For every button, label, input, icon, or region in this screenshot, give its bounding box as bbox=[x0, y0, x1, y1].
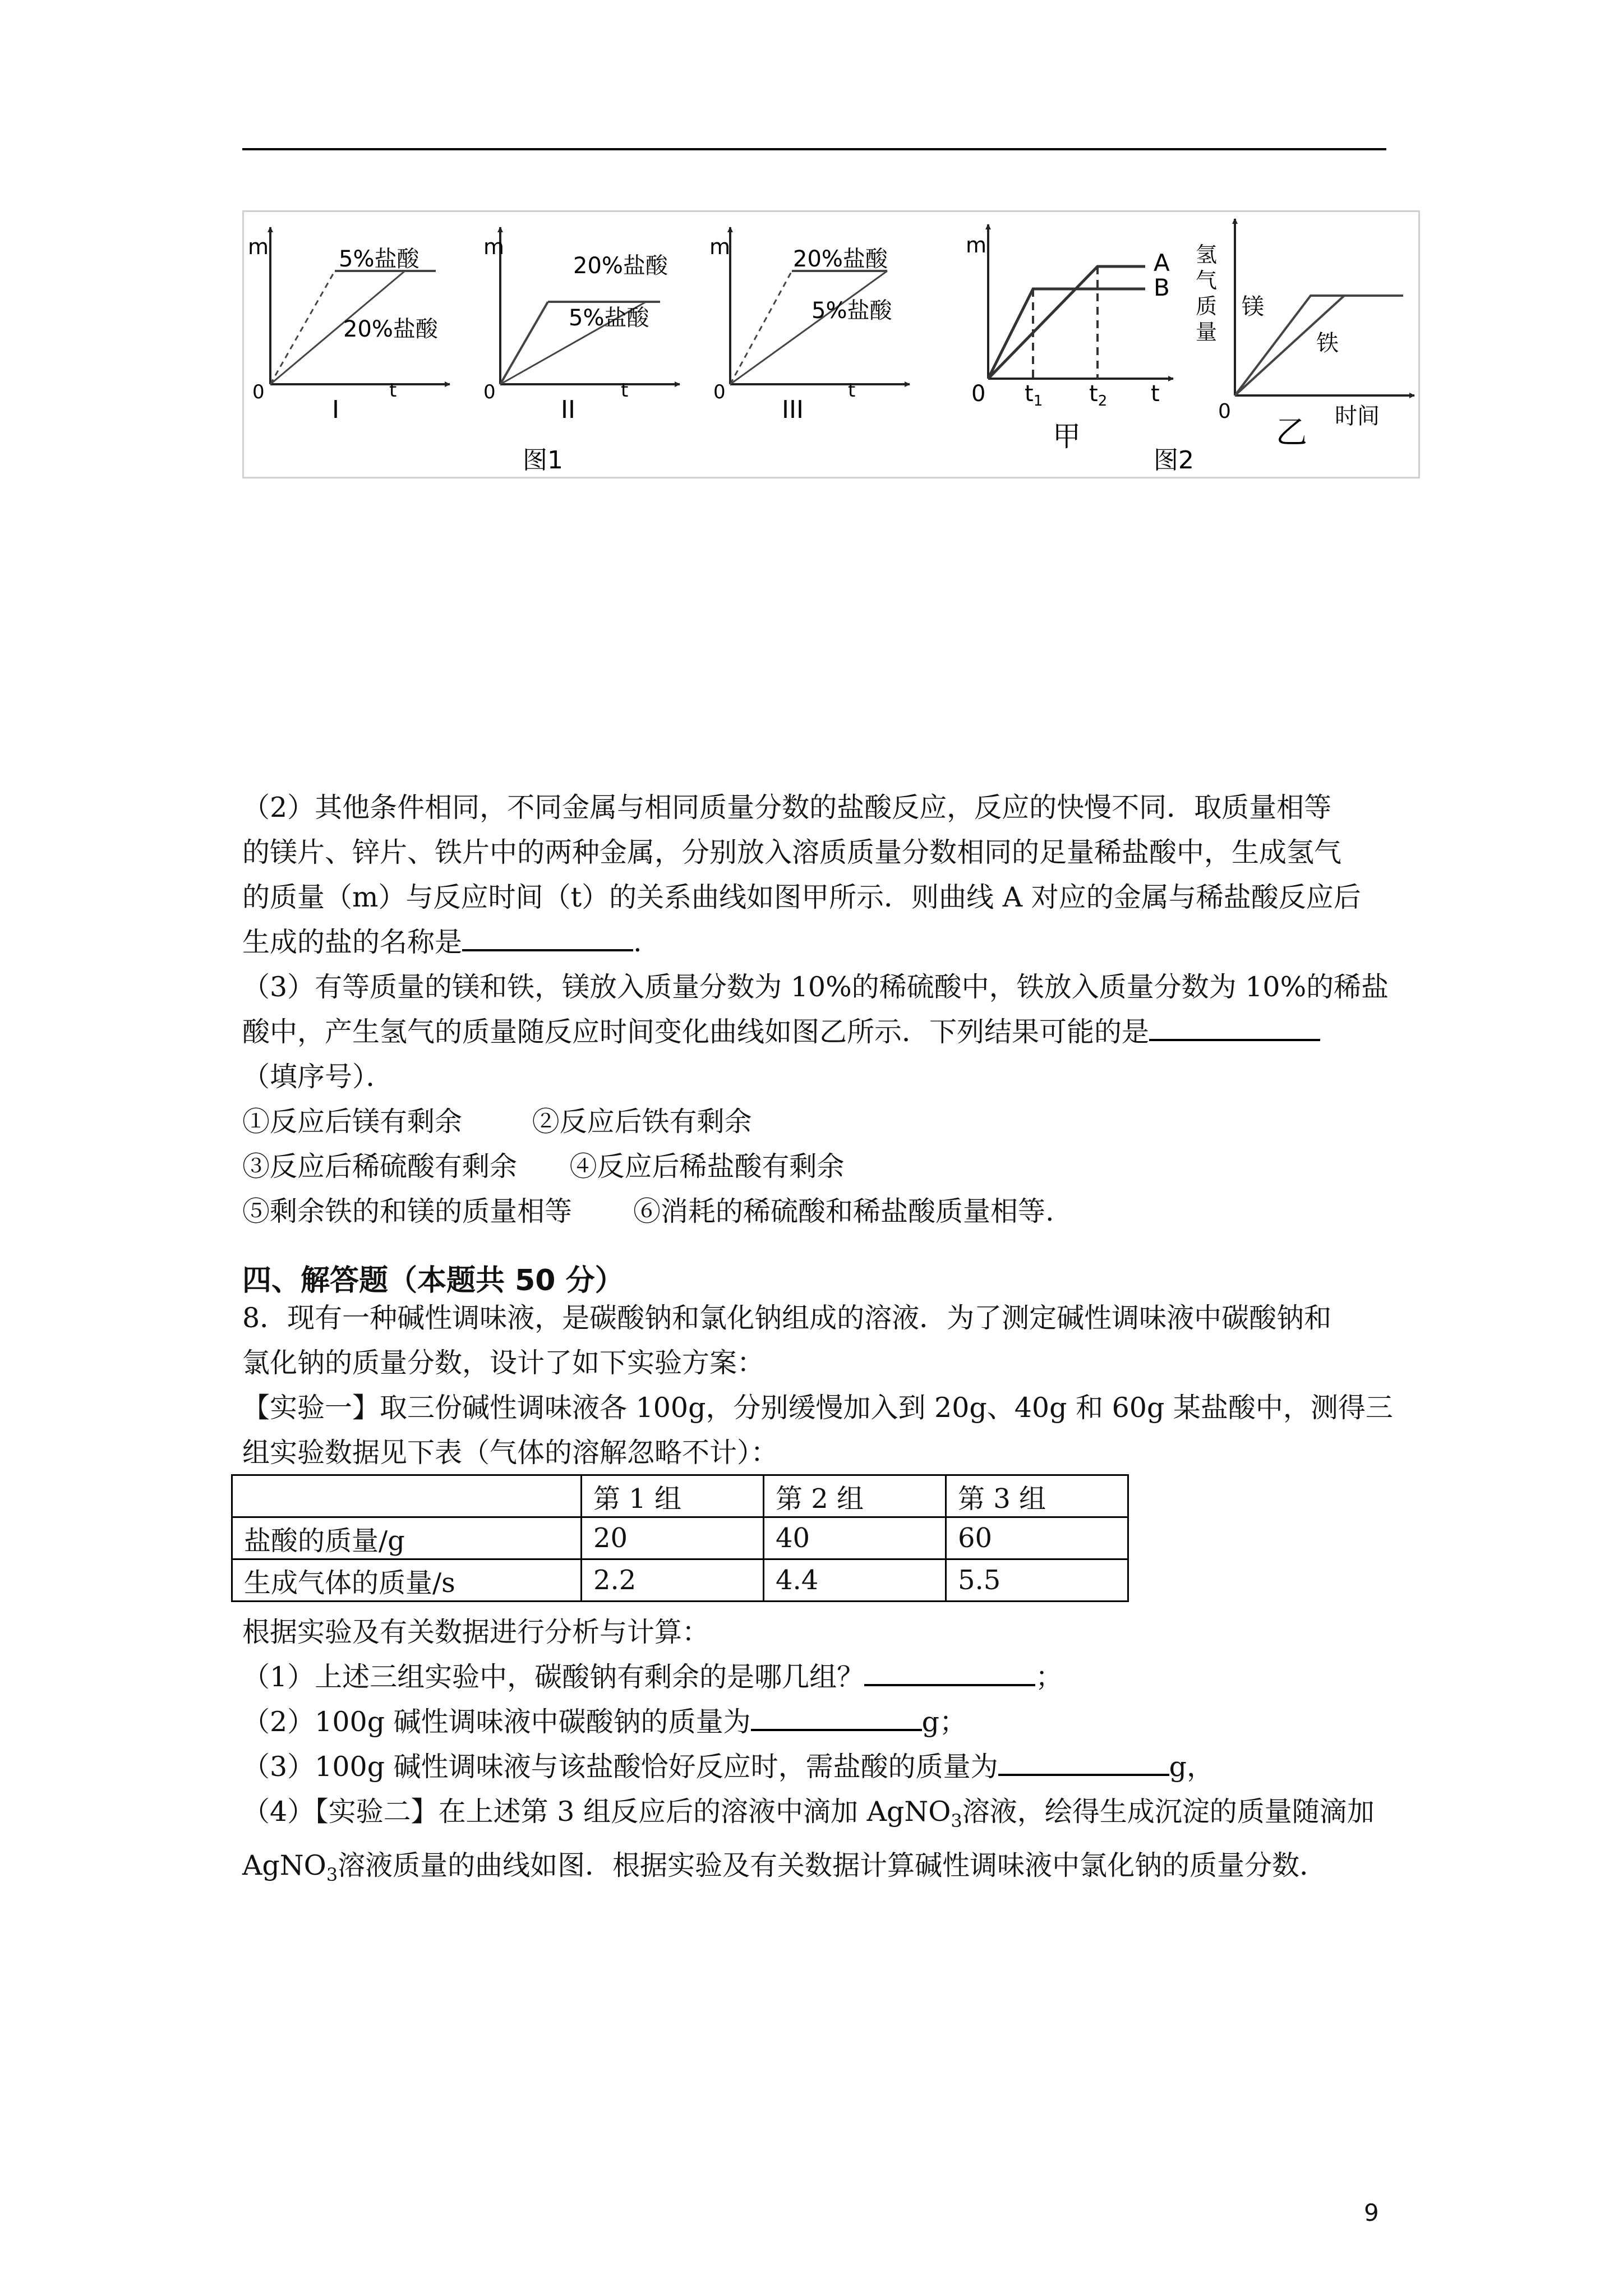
analysis-part-2 bbox=[242, 1700, 1398, 1745]
graph-jia bbox=[966, 224, 1173, 453]
question-8-intro bbox=[242, 1296, 1398, 1475]
table-header-cell: 第 3 组 bbox=[946, 1475, 1128, 1517]
analysis-part-4-text-b: 溶液，绘得生成沉淀的质量随滴加 bbox=[962, 1796, 1375, 1828]
graph-2 bbox=[483, 227, 680, 424]
jia-t2: $t_2$ bbox=[1089, 381, 1108, 409]
q2-line-4-text: 生成的盐的名称是 bbox=[242, 926, 463, 958]
fig2-caption: 图2 bbox=[1154, 446, 1194, 475]
table-cell: 60 bbox=[946, 1517, 1128, 1559]
q2-line-4-end: . bbox=[633, 926, 642, 958]
experiment-data-table bbox=[231, 1474, 1129, 1602]
graph-1-label-lower: 20%盐酸 bbox=[343, 316, 438, 342]
figure-svg bbox=[242, 210, 1420, 480]
graph-3 bbox=[709, 227, 910, 424]
jia-label-b: B bbox=[1154, 274, 1170, 301]
jia-curve-a bbox=[988, 266, 1145, 379]
analysis-block bbox=[242, 1610, 1398, 1897]
jia-label-a: A bbox=[1154, 249, 1170, 277]
q2-line-2: 的镁片、锌片、铁片中的两种金属，分别放入溶质质量分数相同的足量稀盐酸中，生成氢气 bbox=[242, 836, 1342, 868]
jia-axis-t: t bbox=[1151, 381, 1160, 407]
graph-2-origin: 0 bbox=[483, 381, 496, 403]
part-1-answer-blank[interactable] bbox=[864, 1683, 1035, 1686]
yi-x-label: 时间 bbox=[1335, 403, 1380, 429]
table-header-cell: 第 2 组 bbox=[764, 1475, 946, 1517]
q3-line-3: （填序号）． bbox=[242, 1061, 394, 1093]
graph-3-axis-t: t bbox=[848, 379, 856, 402]
graph-yi bbox=[1196, 219, 1414, 451]
graph-3-label-lower: 5%盐酸 bbox=[811, 298, 892, 324]
analysis-part-2-end: g； bbox=[921, 1706, 967, 1738]
table-row bbox=[232, 1517, 1128, 1559]
analysis-part-1-end: ； bbox=[1035, 1661, 1063, 1693]
fig1-caption: 图1 bbox=[523, 446, 563, 475]
yi-label-fe: 铁 bbox=[1316, 330, 1339, 356]
graph-1-dashed-line bbox=[270, 271, 335, 384]
analysis-part-3-end: g， bbox=[1169, 1751, 1215, 1783]
graph-2-axis-t: t bbox=[621, 379, 629, 402]
q2-line-4 bbox=[242, 920, 1398, 965]
graph-1-roman: I bbox=[332, 395, 339, 424]
question-3 bbox=[242, 965, 1398, 1234]
q2-answer-blank[interactable] bbox=[462, 949, 633, 951]
part-3-answer-blank[interactable] bbox=[998, 1773, 1169, 1776]
graph-1-axis-t: t bbox=[389, 379, 397, 402]
table-cell: 40 bbox=[764, 1517, 946, 1559]
graph-2-label-lower: 5%盐酸 bbox=[569, 305, 649, 331]
analysis-part-1-text: （1）上述三组实验中，碳酸钠有剩余的是哪几组？ bbox=[242, 1661, 865, 1693]
graph-1-origin: 0 bbox=[252, 381, 265, 403]
jia-curve-b bbox=[988, 289, 1145, 379]
graph-1 bbox=[248, 227, 450, 424]
graph-3-axis-m: m bbox=[709, 234, 731, 259]
jia-label: 甲 bbox=[1053, 420, 1081, 453]
graph-2-axis-m: m bbox=[483, 234, 505, 259]
q3-line-2 bbox=[242, 1010, 1398, 1055]
q8-line-3: 【实验一】取三份碱性调味液各 100g，分别缓慢加入到 20g、40g 和 60g 某盐酸中，测得三 bbox=[242, 1392, 1393, 1424]
agno3-subscript: 3 bbox=[326, 1864, 338, 1885]
question-2 bbox=[242, 785, 1398, 965]
q3-answer-blank[interactable] bbox=[1149, 1038, 1320, 1041]
analysis-part-4-text-d: 溶液质量的曲线如图．根据实验及有关数据计算碱性调味液中氯化钠的质量分数． bbox=[338, 1849, 1327, 1881]
q3-line-1: （3）有等质量的镁和铁，镁放入质量分数为 10%的稀硫酸中，铁放入质量分数为 10%的稀盐 bbox=[242, 971, 1389, 1003]
graph-2-roman: II bbox=[561, 395, 575, 424]
graph-3-roman: III bbox=[782, 395, 804, 424]
reaction-figures bbox=[242, 210, 1420, 480]
q8-line-4: 组实验数据见下表（气体的溶解忽略不计）： bbox=[242, 1437, 778, 1469]
table-cell: 盐酸的质量/g bbox=[232, 1517, 582, 1559]
analysis-part-3-text: （3）100g 碱性调味液与该盐酸恰好反应时，需盐酸的质量为 bbox=[242, 1751, 998, 1783]
q3-option-row-2: ③反应后稀硫酸有剩余 ④反应后稀盐酸有剩余 bbox=[242, 1151, 845, 1182]
table-cell: 生成气体的质量/s bbox=[232, 1559, 582, 1602]
yi-label: 乙 bbox=[1276, 415, 1307, 451]
table-cell: 2.2 bbox=[582, 1559, 764, 1602]
jia-t1: $t_1$ bbox=[1025, 381, 1043, 409]
q3-line-2-text: 酸中，产生氢气的质量随反应时间变化曲线如图乙所示．下列结果可能的是 bbox=[242, 1016, 1150, 1048]
analysis-part-2-text: （2）100g 碱性调味液中碳酸钠的质量为 bbox=[242, 1706, 751, 1738]
analysis-part-4-line-2 bbox=[242, 1843, 1398, 1897]
analysis-part-4-text-c: AgNO bbox=[242, 1849, 326, 1881]
table-header-row bbox=[232, 1475, 1128, 1517]
q8-line-2: 氯化钠的质量分数，设计了如下实验方案： bbox=[242, 1347, 765, 1379]
q3-options bbox=[242, 1099, 1398, 1234]
yi-y-char-2: 气 bbox=[1196, 268, 1218, 293]
graph-1-axis-m: m bbox=[248, 234, 269, 259]
yi-origin: 0 bbox=[1218, 400, 1231, 423]
top-rule bbox=[242, 148, 1386, 150]
part-2-answer-blank[interactable] bbox=[751, 1728, 922, 1731]
graph-3-origin: 0 bbox=[713, 381, 726, 403]
graph-3-label-upper: 20%盐酸 bbox=[793, 246, 888, 272]
page-number: 9 bbox=[1364, 2199, 1379, 2226]
analysis-part-4-line-1 bbox=[242, 1789, 1398, 1843]
table-cell: 20 bbox=[582, 1517, 764, 1559]
jia-origin: 0 bbox=[971, 381, 986, 407]
q2-line-1: （2）其他条件相同，不同金属与相同质量分数的盐酸反应，反应的快慢不同．取质量相等 bbox=[242, 792, 1332, 823]
q3-option-row-3: ⑤剩余铁的和镁的质量相等 ⑥消耗的稀硫酸和稀盐酸质量相等. bbox=[242, 1195, 1054, 1227]
agno3-subscript: 3 bbox=[951, 1810, 962, 1832]
graph-2-label-upper: 20%盐酸 bbox=[573, 253, 668, 279]
yi-label-mg: 镁 bbox=[1242, 294, 1264, 320]
analysis-intro: 根据实验及有关数据进行分析与计算： bbox=[242, 1616, 710, 1648]
analysis-part-1 bbox=[242, 1655, 1398, 1700]
yi-y-char-1: 氢 bbox=[1196, 242, 1218, 267]
table-header-cell bbox=[232, 1475, 582, 1517]
q3-option-row-1: ①反应后镁有剩余 ②反应后铁有剩余 bbox=[242, 1106, 752, 1138]
yi-y-char-3: 质 bbox=[1196, 294, 1218, 319]
analysis-part-4-text-a: （4）【实验二】在上述第 3 组反应后的溶液中滴加 AgNO bbox=[242, 1796, 951, 1828]
table-cell: 4.4 bbox=[764, 1559, 946, 1602]
q8-line-1: 8．现有一种碱性调味液，是碳酸钠和氯化钠组成的溶液．为了测定碱性调味液中碳酸钠和 bbox=[242, 1302, 1332, 1334]
yi-y-char-4: 量 bbox=[1196, 320, 1218, 344]
table-row bbox=[232, 1559, 1128, 1602]
analysis-part-3 bbox=[242, 1745, 1398, 1789]
table-header-cell: 第 1 组 bbox=[582, 1475, 764, 1517]
jia-axis-m: m bbox=[966, 233, 987, 257]
table-cell: 5.5 bbox=[946, 1559, 1128, 1602]
graph-1-label-upper: 5%盐酸 bbox=[339, 246, 419, 272]
q2-line-3: 的质量（m）与反应时间（t）的关系曲线如图甲所示．则曲线 A 对应的金属与稀盐酸反应后 bbox=[242, 881, 1361, 913]
section-4-heading: 四、解答题（本题共 50 分） bbox=[242, 1264, 624, 1297]
